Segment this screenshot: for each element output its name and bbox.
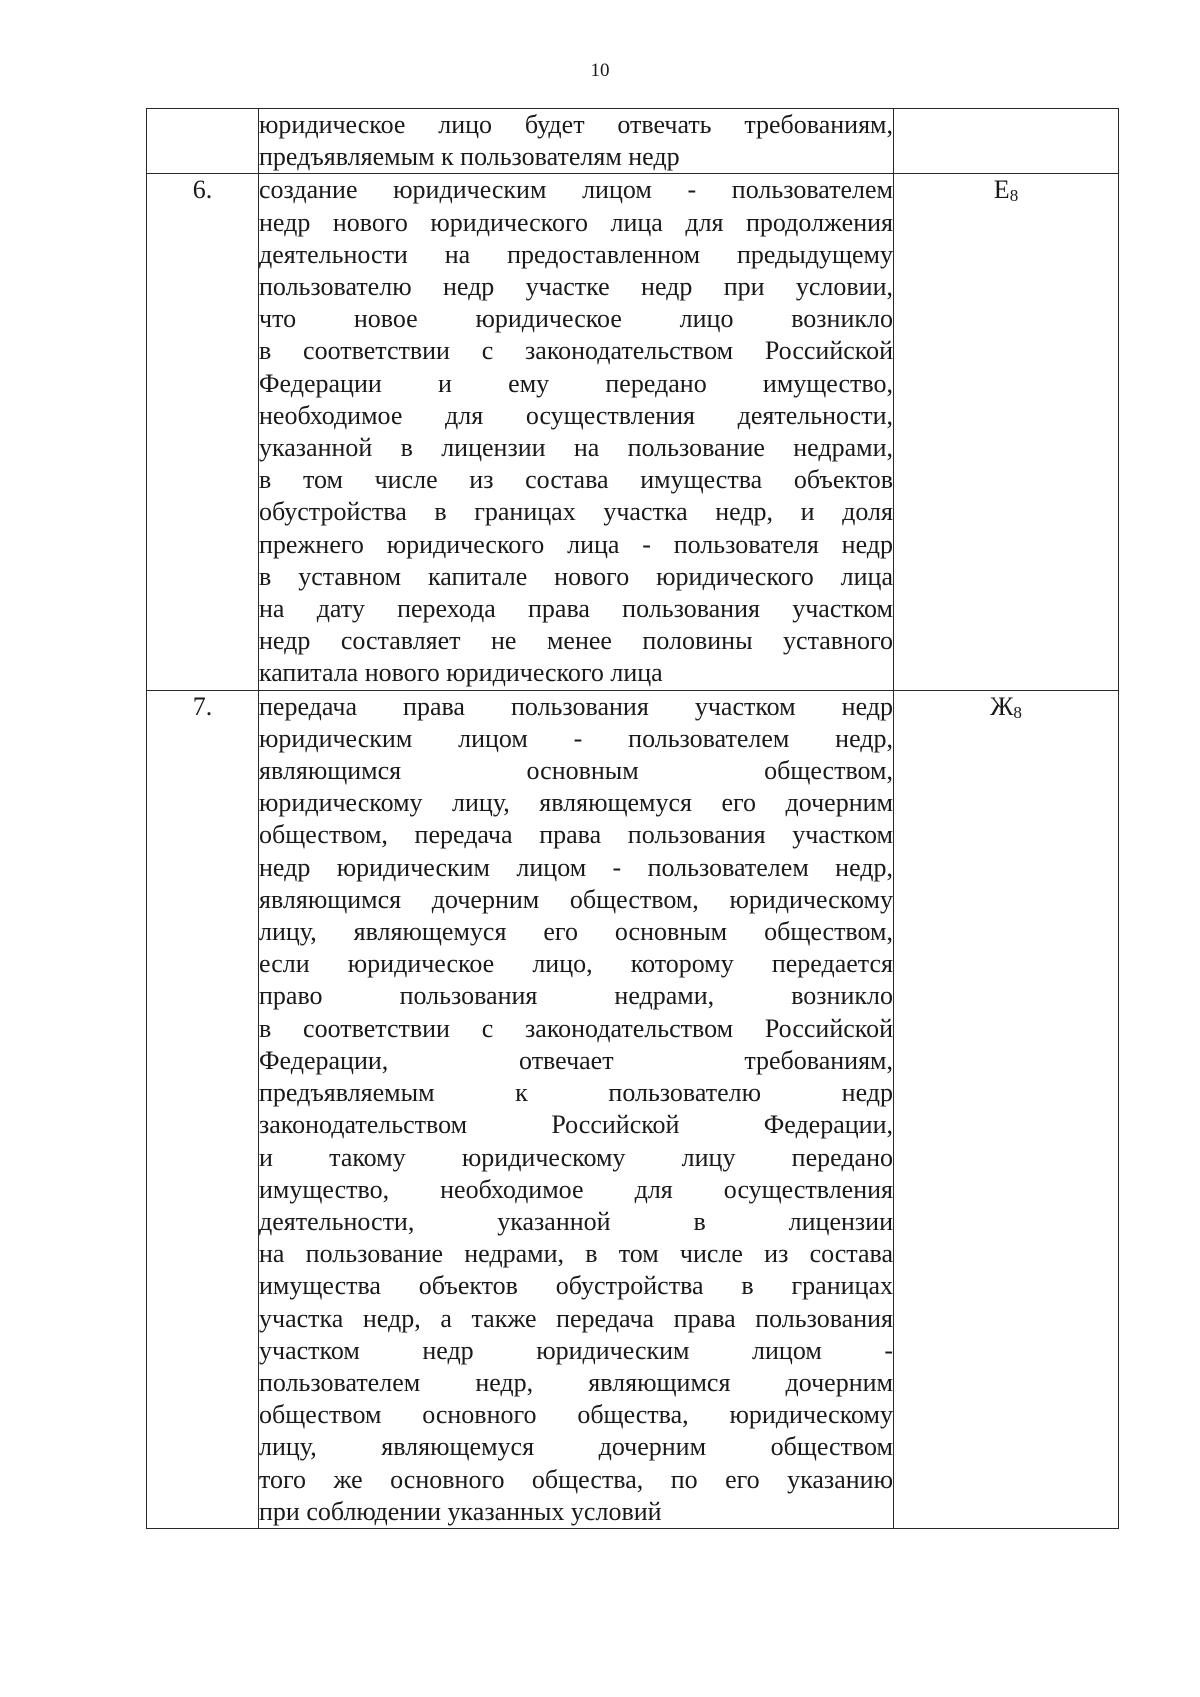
text-line: деятельности на предоставленном предыдущему: [259, 239, 893, 269]
text-line: указанной в лицензии на пользование недрами,: [259, 433, 893, 463]
code-letter: Ж: [990, 691, 1014, 721]
text-line: Федерации и ему передано имущество,: [259, 368, 893, 398]
text-line: при соблюдении указанных условий: [259, 1496, 662, 1526]
text-line: в соответствии с законодательством Российской: [259, 1013, 893, 1043]
text-line: в уставном капитале нового юридического лица: [259, 561, 893, 591]
text-line: имущество, необходимое для осуществления: [259, 1174, 893, 1204]
text-line: на дату перехода права пользования участком: [259, 594, 893, 624]
table-row: [147, 109, 1119, 174]
text-line: создание юридическим лицом - пользователем: [259, 175, 893, 205]
text-line: недр составляет не менее половины уставного: [259, 626, 893, 656]
text-line: пользователю недр участке недр при условии,: [259, 272, 893, 302]
row-code: [894, 690, 1119, 1528]
text-line: являющимся основным обществом,: [259, 756, 893, 786]
text-line: деятельности, указанной в лицензии: [259, 1206, 893, 1236]
row-text: [259, 690, 894, 1528]
page-number: 10: [590, 60, 610, 81]
text-line: и такому юридическому лицу передано: [259, 1142, 893, 1172]
text-line: участка недр, а также передача права пользования: [259, 1303, 893, 1333]
row-code: [894, 174, 1119, 690]
text-line: передача права пользования участком недр: [259, 691, 893, 721]
table-row: [147, 174, 1119, 690]
text-line: недр нового юридического лица для продолжения: [259, 207, 893, 237]
text-line: на пользование недрами, в том числе из состава: [259, 1239, 893, 1269]
text-line: в соответствии с законодательством Российской: [259, 336, 893, 366]
text-line: право пользования недрами, возникло: [259, 981, 893, 1011]
text-line: капитала нового юридического лица: [259, 658, 663, 688]
row-text: [259, 109, 894, 174]
text-line: обществом основного общества, юридическому: [259, 1400, 893, 1430]
text-line: предъявляемым к пользователю недр: [259, 1078, 893, 1108]
row-number: 7.: [147, 690, 259, 1528]
text-line: участком недр юридическим лицом -: [259, 1335, 893, 1365]
text-line: юридическим лицом - пользователем недр,: [259, 723, 893, 753]
row-code: [894, 109, 1119, 174]
text-line: недр юридическим лицом - пользователем недр,: [259, 852, 893, 882]
text-line: обществом, передача права пользования участком: [259, 820, 893, 850]
text-line: если юридическое лицо, которому передается: [259, 949, 893, 979]
text-line: в том числе из состава имущества объектов: [259, 465, 893, 495]
code-subscript: 8: [1013, 702, 1022, 722]
text-line: являющимся дочерним обществом, юридическому: [259, 884, 893, 914]
text-line: необходимое для осуществления деятельности,: [259, 400, 893, 430]
row-number: [147, 109, 259, 174]
text-line: Федерации, отвечает требованиям,: [259, 1045, 893, 1075]
text-line: того же основного общества, по его указанию: [259, 1464, 893, 1494]
text-line: пользователем недр, являющимся дочерним: [259, 1367, 893, 1397]
text-line: прежнего юридического лица - пользователя недр: [259, 529, 893, 559]
row-text: [259, 174, 894, 690]
code-subscript: 8: [1009, 186, 1019, 206]
code-letter: Е: [993, 175, 1010, 205]
text-line: лицу, являющемуся его основным обществом,: [259, 917, 893, 947]
text-line: юридическому лицу, являющемуся его дочерним: [259, 788, 893, 818]
text-line: предъявляемым к пользователям недр: [259, 142, 680, 172]
text-line: лицу, являющемуся дочерним обществом: [259, 1432, 893, 1462]
text-line: имущества объектов обустройства в границах: [259, 1271, 893, 1301]
row-number: 6.: [147, 174, 259, 690]
text-line: законодательством Российской Федерации,: [259, 1110, 893, 1140]
table-row: [147, 690, 1119, 1528]
text-line: обустройства в границах участка недр, и доля: [259, 497, 893, 527]
document-table: [146, 108, 1119, 1529]
text-line: что новое юридическое лицо возникло: [259, 304, 893, 334]
table-body: [147, 109, 1119, 1529]
text-line: юридическое лицо будет отвечать требованиям,: [259, 110, 893, 139]
